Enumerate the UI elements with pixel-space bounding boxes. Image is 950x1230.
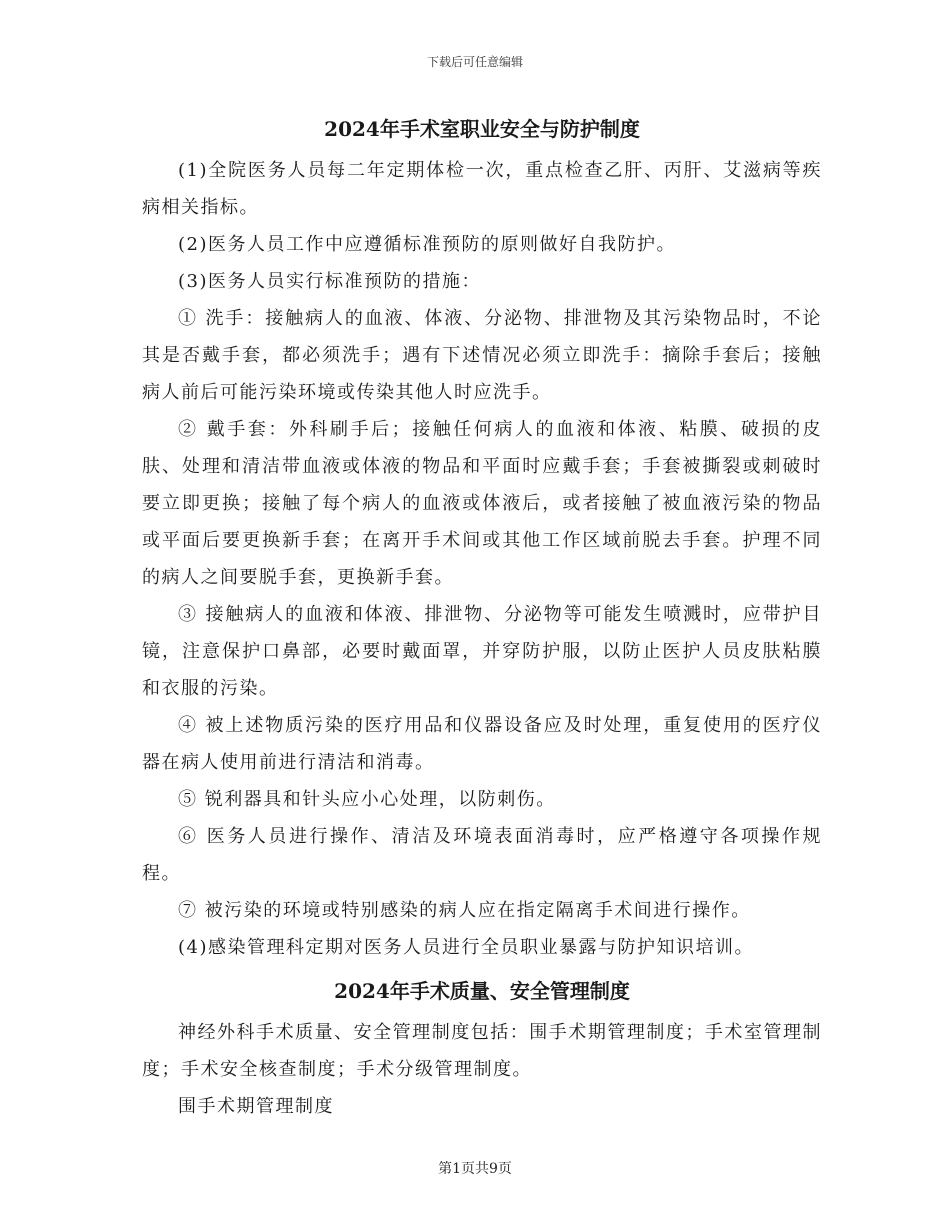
document-body xyxy=(142,104,822,1125)
page-number: 第1页共9页 xyxy=(438,1161,512,1177)
header-note: 下载后可任意编辑 xyxy=(426,55,523,69)
paragraph: ④ 被上述物质污染的医疗用品和仪器设备应及时处理，重复使用的医疗仪器在病人使用前进行清洁和消毒。 xyxy=(142,715,822,773)
section-title-occupational-safety: 2024年手术室职业安全与防护制度 xyxy=(324,117,640,141)
paragraph: 围手术期管理制度 xyxy=(178,1096,334,1117)
paragraph: ② 戴手套：外科刷手后；接触任何病人的血液和体液、粘膜、破损的皮肤、处理和清洁带血液或体液的物品和平面时应戴手套；手套被撕裂或刺破时要立即更换；接触了每个病人的血液或体液后，或者接触了被血液污染的物品或平面后要更换新手套；在离开手术间或其他工作区域前脱去手套。护理不同的病人之间要脱手套，更换新手套。 xyxy=(142,419,822,588)
paragraph: ⑦ 被污染的环境或特别感染的病人应在指定隔离手术间进行操作。 xyxy=(178,900,751,921)
paragraph: (2)医务人员工作中应遵循标准预防的原则做好自我防护。 xyxy=(178,234,676,255)
paragraph: (3)医务人员实行标准预防的措施： xyxy=(178,271,481,292)
paragraph: ⑥ 医务人员进行操作、清洁及环境表面消毒时，应严格遵守各项操作规程。 xyxy=(142,826,822,884)
paragraph: ⑤ 锐利器具和针头应小心处理，以防刺伤。 xyxy=(178,789,556,810)
paragraph: (1)全院医务人员每二年定期体检一次，重点检查乙肝、丙肝、艾滋病等疾病相关指标。 xyxy=(142,160,822,218)
paragraph: ③ 接触病人的血液和体液、排泄物、分泌物等可能发生喷溅时，应带护目镜，注意保护口鼻部，必要时戴面罩，并穿防护服，以防止医护人员皮肤粘膜和衣服的污染。 xyxy=(142,604,822,699)
section-title-surgical-quality: 2024年手术质量、安全管理制度 xyxy=(334,979,630,1003)
paragraph: ① 洗手：接触病人的血液、体液、分泌物、排泄物及其污染物品时，不论其是否戴手套，都必须洗手；遇有下述情况必须立即洗手：摘除手套后；接触病人前后可能污染环境或传染其他人时应洗手。 xyxy=(142,308,822,403)
paragraph: 神经外科手术质量、安全管理制度包括：围手术期管理制度；手术室管理制度；手术安全核查制度；手术分级管理制度。 xyxy=(142,1022,822,1080)
paragraph: (4)感染管理科定期对医务人员进行全员职业暴露与防护知识培训。 xyxy=(178,937,754,958)
